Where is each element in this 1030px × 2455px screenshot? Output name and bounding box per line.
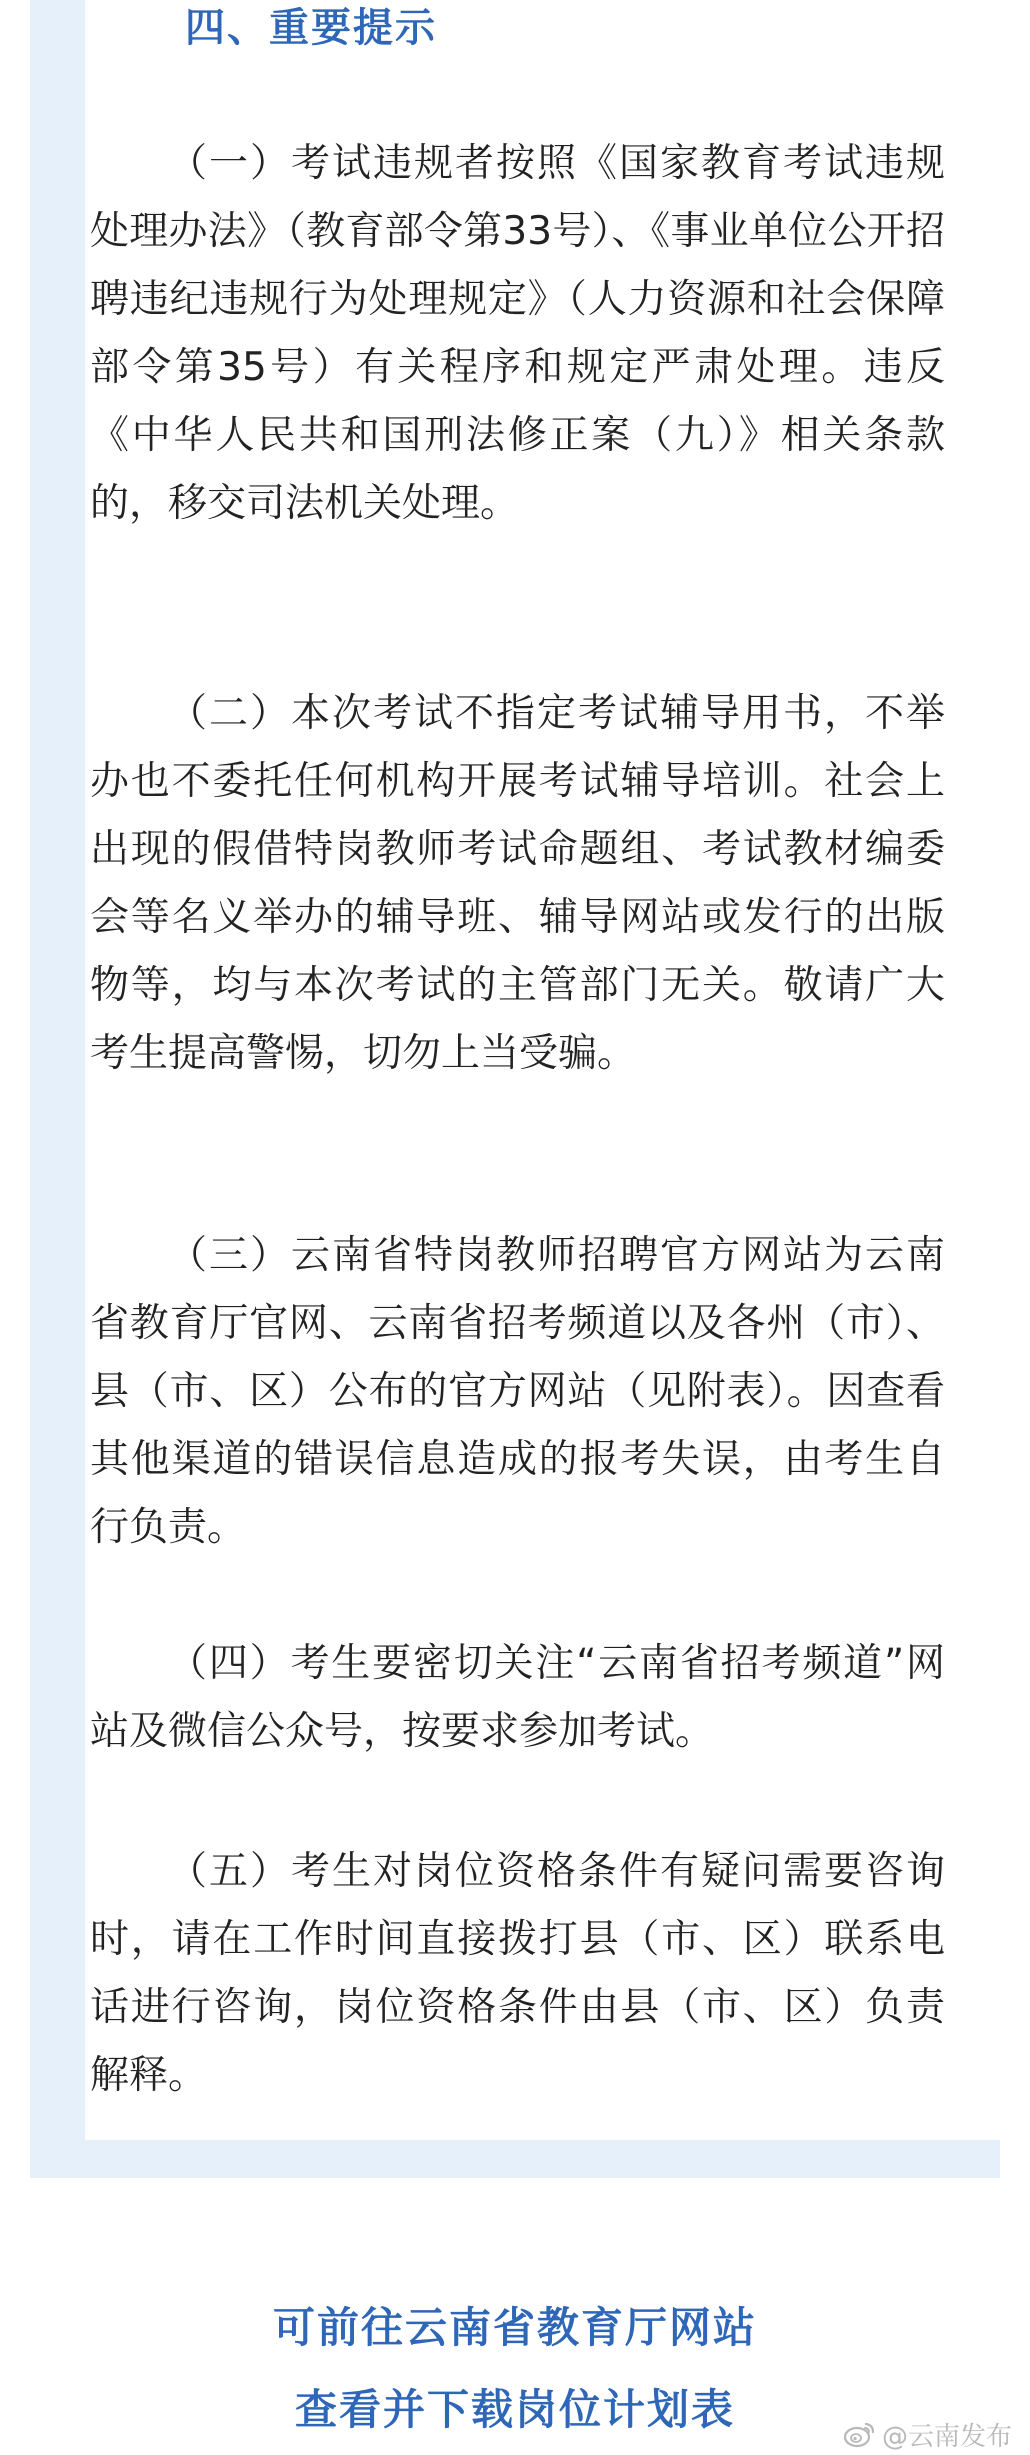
- weibo-icon: [844, 2420, 876, 2448]
- notice-paragraph-5: （五）考生对岗位资格条件有疑问需要咨询时，请在工作时间直接拨打县（市、区）联系电话进行咨询，岗位资格条件由县（市、区）负责解释。: [90, 1849, 945, 2098]
- weibo-watermark: [844, 2418, 1012, 2450]
- notice-paragraph-3: （三）云南省特岗教师招聘官方网站为云南省教育厅官网、云南省招考频道以及各州（市）、县（市、区）公布的官方网站（见附表）。因查看其他渠道的错误信息造成的报考失误，由考生自行负责。: [90, 1233, 945, 1550]
- download-position-plan-link[interactable]: 查看并下载岗位计划表: [294, 2385, 735, 2434]
- notice-paragraph-4: （四）考生要密切关注“云南省招考频道”网站及微信公众号，按要求参加考试。: [90, 1641, 945, 1754]
- education-dept-website-link[interactable]: 可前往云南省教育厅网站: [272, 2303, 757, 2352]
- notice-paragraph-2: （二）本次考试不指定考试辅导用书，不举办也不委托任何机构开展考试辅导培训。社会上出现的假借特岗教师考试命题组、考试教材编委会等名义举办的辅导班、辅导网站或发行的出版物等，均与本次考试的主管部门无关。敬请广大考生提高警惕，切勿上当受骗。: [90, 691, 945, 1076]
- section-heading: 四、重要提示: [185, 5, 437, 51]
- notice-paragraph-1: （一）考试违规者按照《国家教育考试违规处理办法》（教育部令第33号）、《事业单位公开招聘违纪违规行为处理规定》（人力资源和社会保障部令第35号）有关程序和规定严肃处理。违反《中华人民共和国刑法修正案（九）》相关条款的，移交司法机关处理。: [90, 141, 945, 526]
- watermark-text: @云南发布: [881, 2421, 1012, 2452]
